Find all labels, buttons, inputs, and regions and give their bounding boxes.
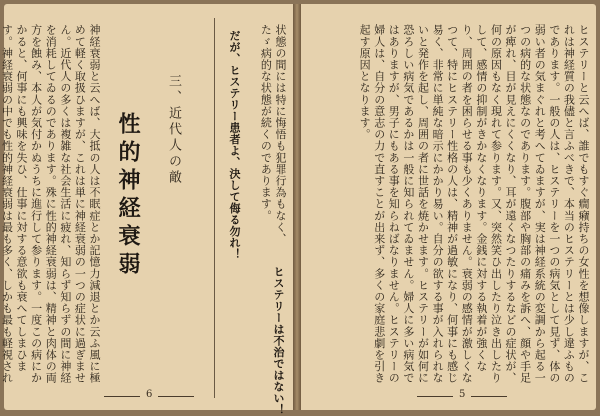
- section-divider: [214, 18, 215, 398]
- left-page-text-right: 状態の間には特に悔悟も犯罪行為もなく、たゞ病的な状態が続くのであります。: [259, 24, 287, 245]
- left-page-text-left: 神経衰弱と云へば、大抵の人は不眠症とか記憶力減退とか云ふ風に極めて軽く取扱ひますが、これは単に神経衰弱の一つの症状に過ぎません。近代人の多くは複雑な社会生活に疲れ、知らず知らずの間に神経を消耗してゐるのであります。殊に性的神経衰弱は、精神と肉体の両方を蝕み、本人が気付かぬうちに進行して参ります。一度この病にかかると、何事にも興味を失ひ、仕事に対する意欲も衰へてしまひます。神経衰弱の中でも性的神経衰弱は最も多く、しかも最も軽視され: [0, 24, 101, 384]
- book-gutter: [293, 4, 301, 410]
- warning-hysteria-2-visible: ヒステリーは不治ではない！: [272, 266, 285, 416]
- warning-hysteria-1: だが、ヒステリー患者よ、決して侮る勿れ！: [228, 30, 241, 260]
- footer-rule-left: [104, 396, 140, 397]
- section-label: 三、近代人の敵: [166, 74, 181, 186]
- page-number: 5: [459, 389, 466, 400]
- footer-rule-left: [417, 396, 453, 397]
- left-page: [0, 4, 293, 416]
- chapter-title: 性的神経衰弱: [115, 112, 140, 280]
- right-page-text: ヒステリーと云へば、誰でもすぐ癇癪持ちの女性を想像しますが、これは神経質の我儘と言ふべきで、本当のヒステリーとは少し違ふものであります。一般の人は、ヒステリーを一つの病気として見ず、体の弱い者の気まぐれと考へてゐますが、実は神経系統の変調から起る一つの病的な状態なのであります。腹部や胸部の痛みを訴へ、顔や手足が痺れ、目が見えにくくなり、耳が遠くなつたりするなどの症状が、何の原因もなく現れて参ります。又、突然笑ひ出したり泣き出したりして、感情の抑制がきかなくなります。金銭に対する執着が強くなり、周囲の者を困らせる事も少くありません。衰弱の感情が激しくなつて、特にヒステリー性格の人は、精神が過敏になり、何事にも感じ易く、非常に単純な暗示にかかり易い。自分の欲する事が入れられないと発作を起し、周囲の者に世話を焼かせます。ヒステリーが如何に恐ろしい病気であるかは一般に知られてゐません。婦人に多い病気ではありますが、男子にもある事を知らねばなりません。ヒステリーの婦人は、自分の意志の力で直すことが出来ず、多くの家庭悲劇を引き起す原因となります。: [358, 24, 590, 384]
- footer-rule-right: [471, 396, 507, 397]
- page-number: 6: [146, 389, 153, 400]
- footer-rule-right: [158, 396, 194, 397]
- right-page: [301, 4, 596, 410]
